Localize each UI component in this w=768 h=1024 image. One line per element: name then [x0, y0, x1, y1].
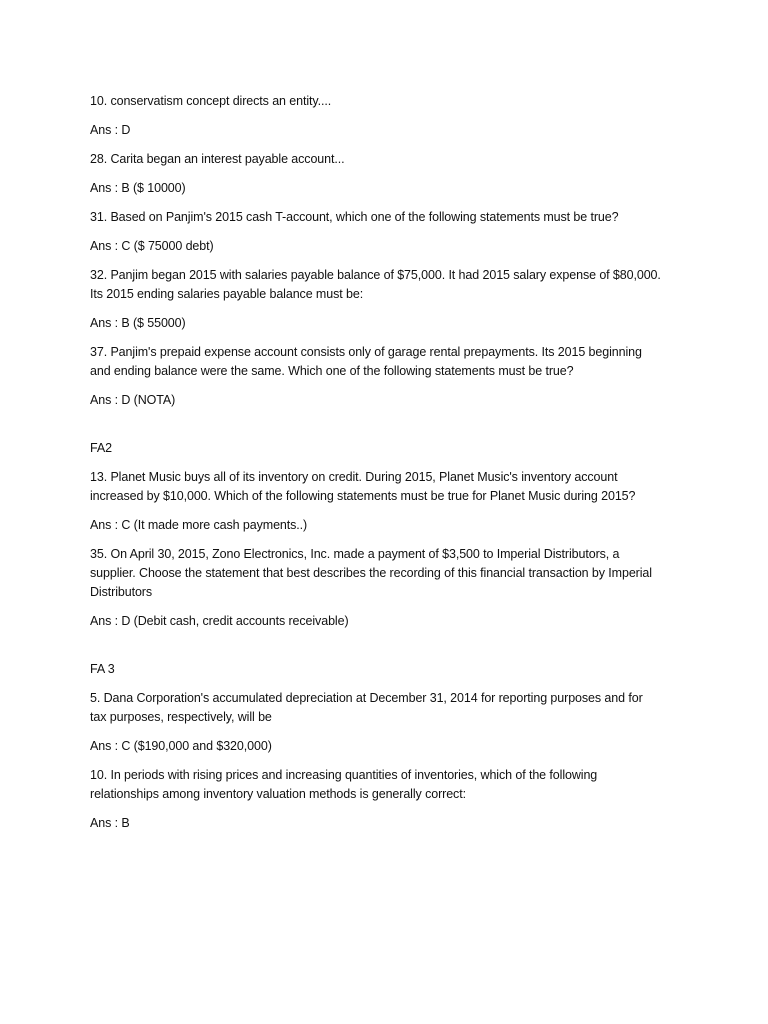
answer-text: [90, 516, 690, 535]
question-text: [90, 545, 690, 602]
text-line: and ending balance were the same. Which one of the following statements must be true?: [90, 364, 574, 378]
answer-text: [90, 314, 690, 333]
text-line: relationships among inventory valuation methods is generally correct:: [90, 787, 466, 801]
text-line: increased by $10,000. Which of the following statements must be true for Planet Music during 2015?: [90, 489, 636, 503]
section-heading: [90, 660, 690, 679]
answer-text: [90, 237, 690, 256]
text-line: 10. conservatism concept directs an entity....: [90, 94, 332, 108]
text-line: Ans : C ($ 75000 debt): [90, 239, 214, 253]
text-line: Ans : C ($190,000 and $320,000): [90, 739, 272, 753]
text-line: 28. Carita began an interest payable account...: [90, 152, 345, 166]
question-text: [90, 208, 690, 227]
question-text: [90, 266, 690, 304]
answer-text: [90, 612, 690, 631]
answer-text: [90, 814, 690, 833]
text-line: Ans : B ($ 55000): [90, 316, 186, 330]
text-line: supplier. Choose the statement that best describes the recording of this financial transaction by Imperial: [90, 566, 652, 580]
answer-text: [90, 121, 690, 140]
text-line: Ans : D: [90, 123, 131, 137]
question-text: [90, 92, 690, 111]
question-text: [90, 689, 690, 727]
text-line: Ans : B: [90, 816, 130, 830]
text-line: FA 3: [90, 662, 115, 676]
text-line: 5. Dana Corporation's accumulated depreciation at December 31, 2014 for reporting purposes and for: [90, 691, 643, 705]
text-line: 31. Based on Panjim's 2015 cash T-account, which one of the following statements must be true?: [90, 210, 619, 224]
question-text: [90, 468, 690, 506]
answer-text: [90, 391, 690, 410]
question-text: [90, 150, 690, 169]
text-line: 35. On April 30, 2015, Zono Electronics, Inc. made a payment of $3,500 to Imperial Distributors, a: [90, 547, 620, 561]
text-line: Distributors: [90, 585, 153, 599]
answer-text: [90, 737, 690, 756]
question-text: [90, 343, 690, 381]
text-line: Ans : D (NOTA): [90, 393, 176, 407]
text-line: FA2: [90, 441, 112, 455]
text-line: 13. Planet Music buys all of its inventory on credit. During 2015, Planet Music's inventory account: [90, 470, 618, 484]
text-line: 32. Panjim began 2015 with salaries payable balance of $75,000. It had 2015 salary expense of $80,000.: [90, 268, 661, 282]
question-text: [90, 766, 690, 804]
document-page: [90, 92, 690, 843]
text-line: Ans : D (Debit cash, credit accounts receivable): [90, 614, 349, 628]
section-heading: [90, 439, 690, 458]
text-line: 37. Panjim's prepaid expense account consists only of garage rental prepayments. Its 2015 beginning: [90, 345, 642, 359]
text-line: Ans : C (It made more cash payments..): [90, 518, 308, 532]
text-line: tax purposes, respectively, will be: [90, 710, 272, 724]
text-line: Ans : B ($ 10000): [90, 181, 186, 195]
text-line: Its 2015 ending salaries payable balance must be:: [90, 287, 364, 301]
answer-text: [90, 179, 690, 198]
text-line: 10. In periods with rising prices and increasing quantities of inventories, which of the following: [90, 768, 598, 782]
